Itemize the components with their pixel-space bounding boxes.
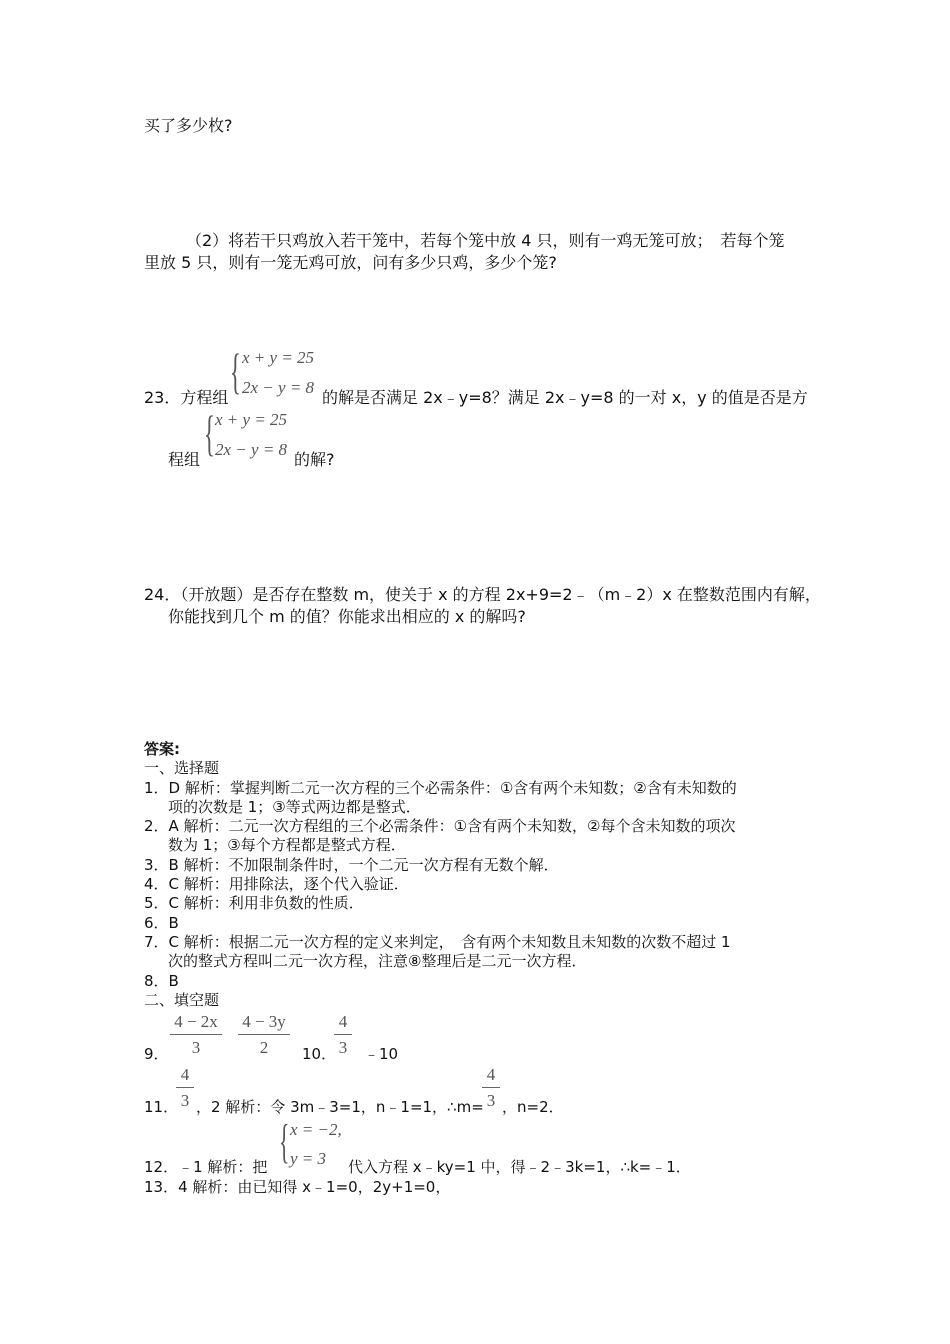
answer-12-eq2: y = 3 (290, 1149, 327, 1168)
answer-1-line1: 1．D 解析：掌握判断二元一次方程的三个必需条件：①含有两个未知数；②含有未知数的 (144, 779, 737, 797)
answer-6: 6．B (144, 914, 179, 932)
q23-line2-prefix: 程组 (168, 450, 201, 469)
answer-12-text: 12．﹣1 解析：把 (144, 1158, 268, 1176)
answer-12-tail: 代入方程 x﹣ky=1 中，得﹣2﹣3k=1，∴k=﹣1． (348, 1158, 691, 1176)
answer-8: 8．B (144, 972, 179, 990)
answer-10-label: 10． (302, 1045, 337, 1063)
q23-line2-suffix: 的解? (294, 450, 335, 469)
answer-5: 5．C 解析：利用非负数的性质． (144, 894, 364, 912)
q24-line1: 24．（开放题）是否存在整数 m，使关于 x 的方程 2x+9=2﹣（m﹣2）x 在整数范围内有解， (144, 585, 821, 604)
q23-system2-eq2: 2x − y = 8 (215, 440, 288, 459)
answer-2-line1: 2．A 解析：二元一次方程组的三个必需条件：①含有两个未知数，②每个含未知数的项次 (144, 817, 736, 835)
answer-1-line2: 项的次数是 1；③等式两边都是整式． (168, 798, 421, 816)
q23-text-after: 的解是否满足 2x﹣y=8？满足 2x﹣y=8 的一对 x，y 的值是否是方 (322, 388, 808, 407)
answer-11-tail: ，n=2． (502, 1098, 564, 1116)
q23-system-brace: { (230, 343, 241, 399)
q23-system2-eq1: x + y = 25 (215, 410, 288, 429)
answers-section-choice: 一、选择题 (144, 759, 220, 777)
q23-system-eq2: 2x − y = 8 (242, 378, 315, 397)
answer-9-fraction-1: 4 − 2x 3 (170, 1012, 222, 1058)
answer-12-brace: { (279, 1115, 290, 1168)
answer-9-label: 9． (144, 1045, 169, 1063)
answer-3: 3．B 解析：不加限制条件时，一个二元一次方程有无数个解． (144, 856, 559, 874)
answer-4: 4．C 解析：用排除法，逐个代入验证． (144, 875, 409, 893)
q24-line2: 你能找到几个 m 的值？你能求出相应的 x 的解吗? (168, 607, 526, 626)
answer-11-label: 11． (144, 1098, 179, 1116)
answer-12-eq1: x = −2, (290, 1120, 342, 1139)
answer-10-tail: ﹣10 (364, 1045, 399, 1063)
q23-system-eq1: x + y = 25 (242, 348, 315, 367)
q23-number: 23．方程组 (144, 388, 229, 407)
answer-7-line2: 次的整式方程叫二元一次方程，注意⑧整理后是二元一次方程． (168, 952, 587, 970)
answer-11-fraction-2: 4 3 (482, 1065, 500, 1111)
answers-heading: 答案: (144, 740, 180, 758)
answer-10-fraction: 4 3 (334, 1012, 352, 1058)
q22-tail: 买了多少枚? (144, 116, 233, 135)
answer-2-line2: 数为 1；③每个方程都是整式方程． (168, 836, 406, 854)
q23-system-brace-2: { (204, 405, 215, 461)
answer-7-line1: 7．C 解析：根据二元一次方程的定义来判定， 含有两个未知数且未知数的次数不超过 1 (144, 933, 731, 951)
q22-part2-line2: 里放 5 只，则有一笼无鸡可放，问有多少只鸡，多少个笼? (144, 253, 557, 272)
answer-11-fraction-1: 4 3 (176, 1065, 194, 1111)
answers-section-fill: 二、填空题 (144, 991, 220, 1009)
q22-part2-line1: （2）将若干只鸡放入若干笼中，若每个笼中放 4 只，则有一鸡无笼可放； 若每个笼 (186, 231, 785, 250)
answer-11-text: ，2 解析：令 3m﹣3=1，n﹣1=1，∴m= (196, 1098, 484, 1116)
answer-13: 13．4 解析：由已知得 x﹣1=0，2y+1=0， (144, 1178, 451, 1196)
answer-9-fraction-2: 4 − 3y 2 (238, 1012, 290, 1058)
